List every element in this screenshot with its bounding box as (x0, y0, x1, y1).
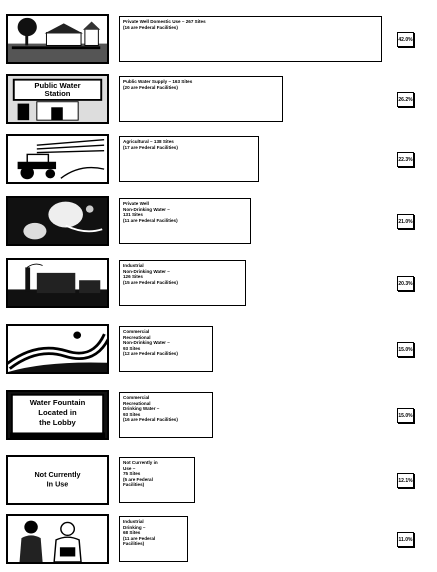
garden-hose-icon (6, 196, 109, 246)
workers-icon (6, 514, 109, 564)
bar-label-9: Industrial Drinking – 68 Sites (11 are Federal Facilities) (123, 519, 156, 547)
public-water-station-sign-icon (6, 74, 109, 124)
bar-label-2: Public Water Supply – 163 Sites (20 are Federal Facilities) (123, 79, 193, 90)
percent-label-2: 26.2% (397, 92, 414, 107)
percent-label-9: 11.0% (397, 532, 414, 547)
svg-text:Station: Station (44, 89, 71, 99)
svg-text:In Use: In Use (46, 481, 69, 489)
svg-text:Not Currently: Not Currently (34, 472, 81, 480)
bar-8 (119, 457, 195, 503)
bar-label-8: Not Currently in Use – 75 Sites (5 are Federal Facilities) (123, 460, 158, 488)
not-in-use-sign-icon (6, 455, 109, 505)
water-slide-icon (6, 324, 109, 374)
bar-9 (119, 516, 188, 562)
bar-label-6: Commercial Recreational Non-Drinking Water – 93 Sites (12 are Federal Facilities) (123, 329, 178, 357)
bar-label-4: Private Well Non-Drinking Water – 131 Sites (11 are Federal Facilities) (123, 201, 178, 223)
percent-label-1: 42.0% (397, 32, 414, 47)
bar-label-3: Agricultural – 138 Sites (17 are Federal Facilities) (123, 139, 178, 150)
bar-6 (119, 326, 213, 372)
tractor-irrigation-icon (6, 134, 109, 184)
svg-text:Located in: Located in (38, 408, 77, 417)
factory-icon (6, 258, 109, 308)
bar-label-7: Commercial Recreational Drinking Water – 93 Sites (16 are Federal Facilities) (123, 395, 178, 423)
bar-label-1: Private Well Domestic Use – 267 Sites (16 are Federal Facilities) (123, 19, 206, 30)
bar-2 (119, 76, 283, 122)
percent-label-7: 15.0% (397, 408, 414, 423)
bar-1 (119, 16, 382, 62)
svg-text:Water Fountain: Water Fountain (29, 398, 86, 407)
bar-7 (119, 392, 213, 438)
percent-label-8: 12.1% (397, 473, 414, 488)
percent-label-3: 22.3% (397, 152, 414, 167)
svg-text:Public Water: Public Water (34, 81, 81, 90)
water-fountain-sign-icon (6, 390, 109, 440)
svg-text:the Lobby: the Lobby (39, 418, 76, 428)
bar-3 (119, 136, 259, 182)
percent-label-6: 15.0% (397, 342, 414, 357)
percent-label-5: 20.3% (397, 276, 414, 291)
bar-5 (119, 260, 246, 306)
bar-label-5: Industrial Non-Drinking Water – 126 Sites (15 are Federal Facilities) (123, 263, 178, 285)
bar-4 (119, 198, 251, 244)
houses-icon (6, 14, 109, 64)
percent-label-4: 21.0% (397, 214, 414, 229)
